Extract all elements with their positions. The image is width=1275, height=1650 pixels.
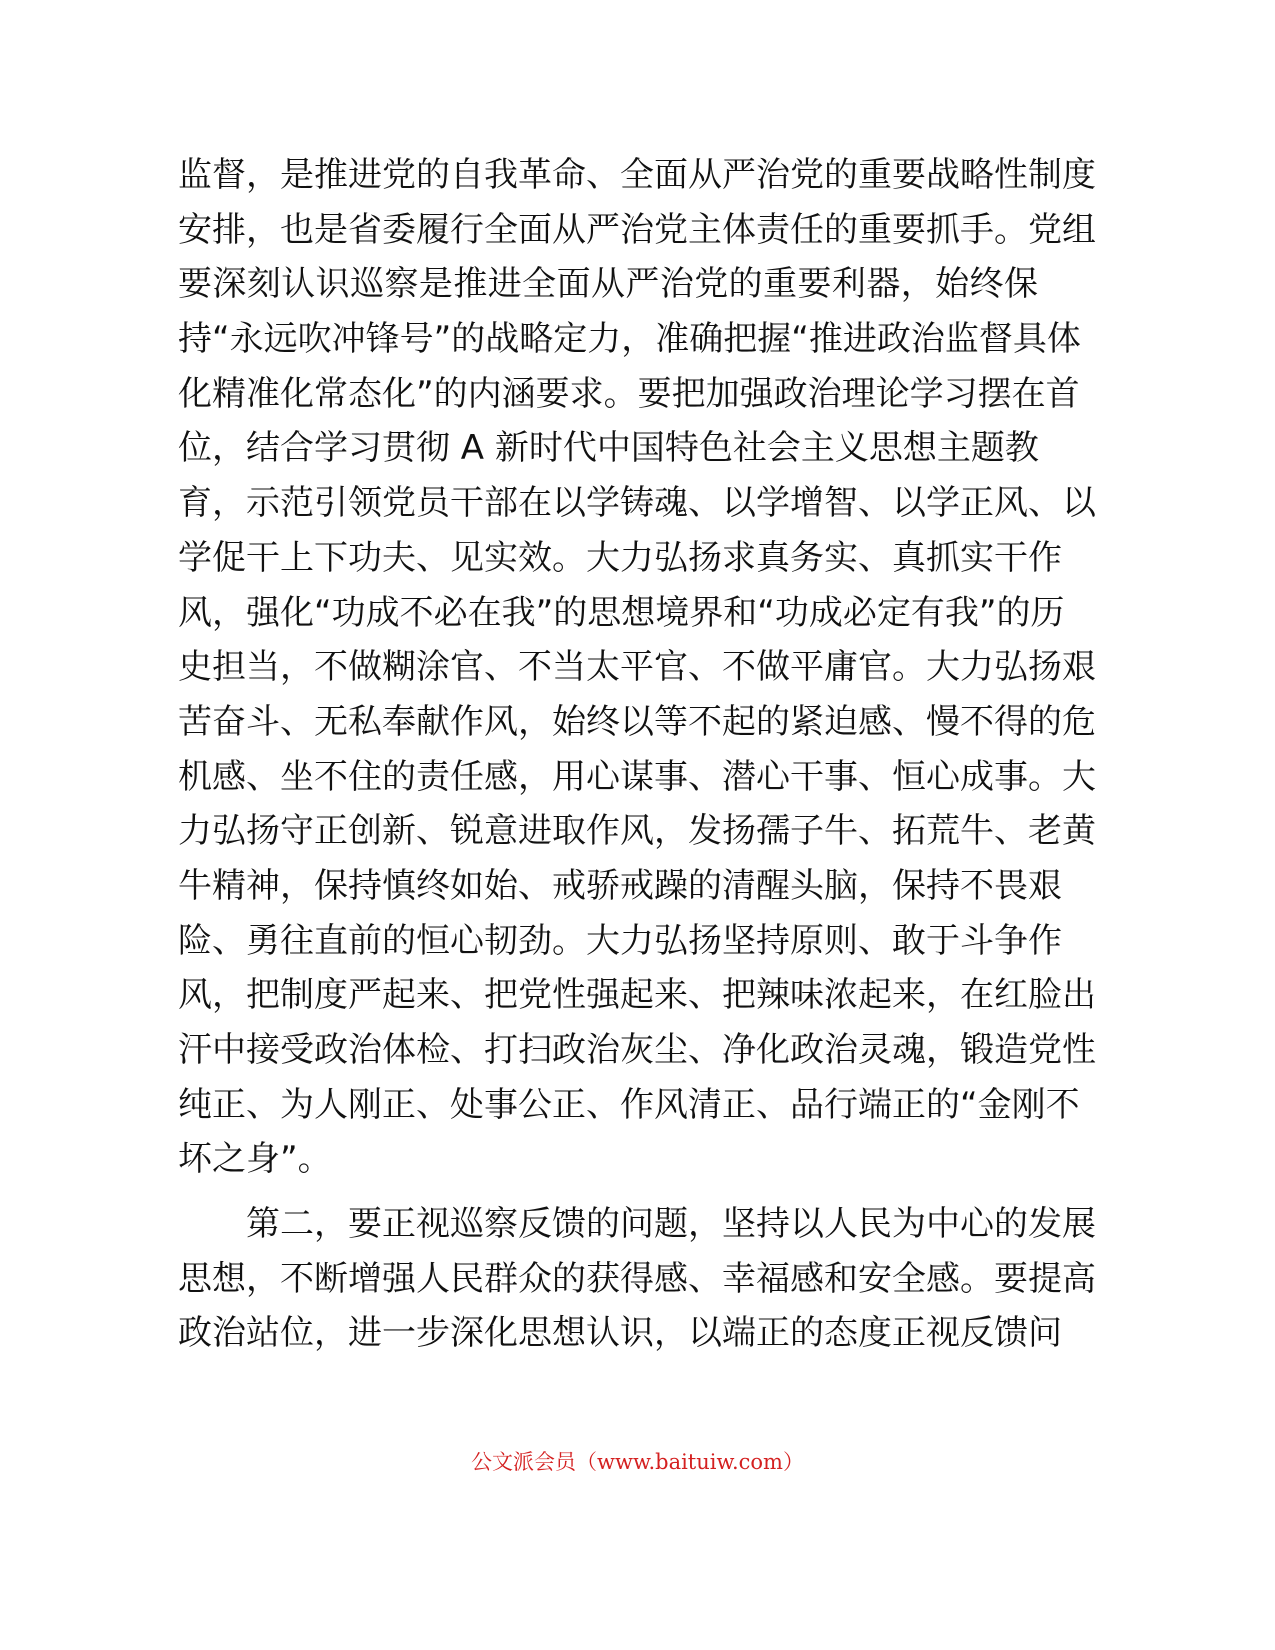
text-line: 要深刻认识巡察是推进全面从严治党的重要利器，始终保 — [178, 264, 1038, 305]
paragraph-2 — [178, 1197, 1096, 1361]
paragraph-1 — [178, 148, 1096, 1187]
text-line: 学促干上下功夫、见实效。大力弘扬求真务实、真抓实干作 — [178, 537, 1062, 578]
text-line: 化精准化常态化”的内涵要求。要把加强政治理论学习摆在首 — [178, 373, 1080, 414]
text-line: 育，示范引领党员干部在以学铸魂、以学增智、以学正风、以 — [178, 483, 1096, 524]
text-line: 位，结合学习贯彻 A 新时代中国特色社会主义思想主题教 — [178, 428, 1039, 469]
text-line: 持“永远吹冲锋号”的战略定力，准确把握“推进政治监督具体 — [178, 319, 1081, 360]
text-line: 纯正、为人刚正、处事公正、作风清正、品行端正的“金刚不 — [178, 1084, 1080, 1125]
text-line: 史担当，不做糊涂官、不当太平官、不做平庸官。大力弘扬艰 — [178, 647, 1096, 688]
text-line: 政治站位，进一步深化思想认识，以端正的态度正视反馈问 — [178, 1313, 1062, 1354]
text-line: 风，把制度严起来、把党性强起来、把辣味浓起来，在红脸出 — [178, 975, 1096, 1016]
text-line: 汗中接受政治体检、打扫政治灰尘、净化政治灵魂，锻造党性 — [178, 1030, 1096, 1070]
text-line: 第二，要正视巡察反馈的问题，坚持以人民为中心的发展 — [246, 1204, 1096, 1245]
text-line: 坏之身”。 — [178, 1139, 332, 1180]
text-line: 牛精神，保持慎终如始、戒骄戒躁的清醒头脑，保持不畏艰 — [178, 865, 1062, 906]
text-line: 险、勇往直前的恒心韧劲。大力弘扬坚持原则、敢于斗争作 — [178, 920, 1062, 961]
text-line: 监督，是推进党的自我革命、全面从严治党的重要战略性制度 — [178, 155, 1096, 195]
footer-watermark: 公文派会员（www.baituiw.com） — [471, 1450, 804, 1474]
text-line: 思想，不断增强人民群众的获得感、幸福感和安全感。要提高 — [178, 1258, 1096, 1299]
paragraph-spacer — [178, 1187, 1038, 1197]
text-line: 机感、坐不住的责任感，用心谋事、潜心干事、恒心成事。大 — [178, 756, 1096, 797]
text-line: 苦奋斗、无私奉献作风，始终以等不起的紧迫感、慢不得的危 — [178, 701, 1096, 742]
text-line: 安排，也是省委履行全面从严治党主体责任的重要抓手。党组 — [178, 209, 1096, 250]
document-body — [178, 148, 1096, 1361]
text-line: 风，强化“功成不必在我”的思想境界和“功成必定有我”的历 — [178, 592, 1065, 633]
text-line: 力弘扬守正创新、锐意进取作风，发扬孺子牛、拓荒牛、老黄 — [178, 811, 1096, 852]
